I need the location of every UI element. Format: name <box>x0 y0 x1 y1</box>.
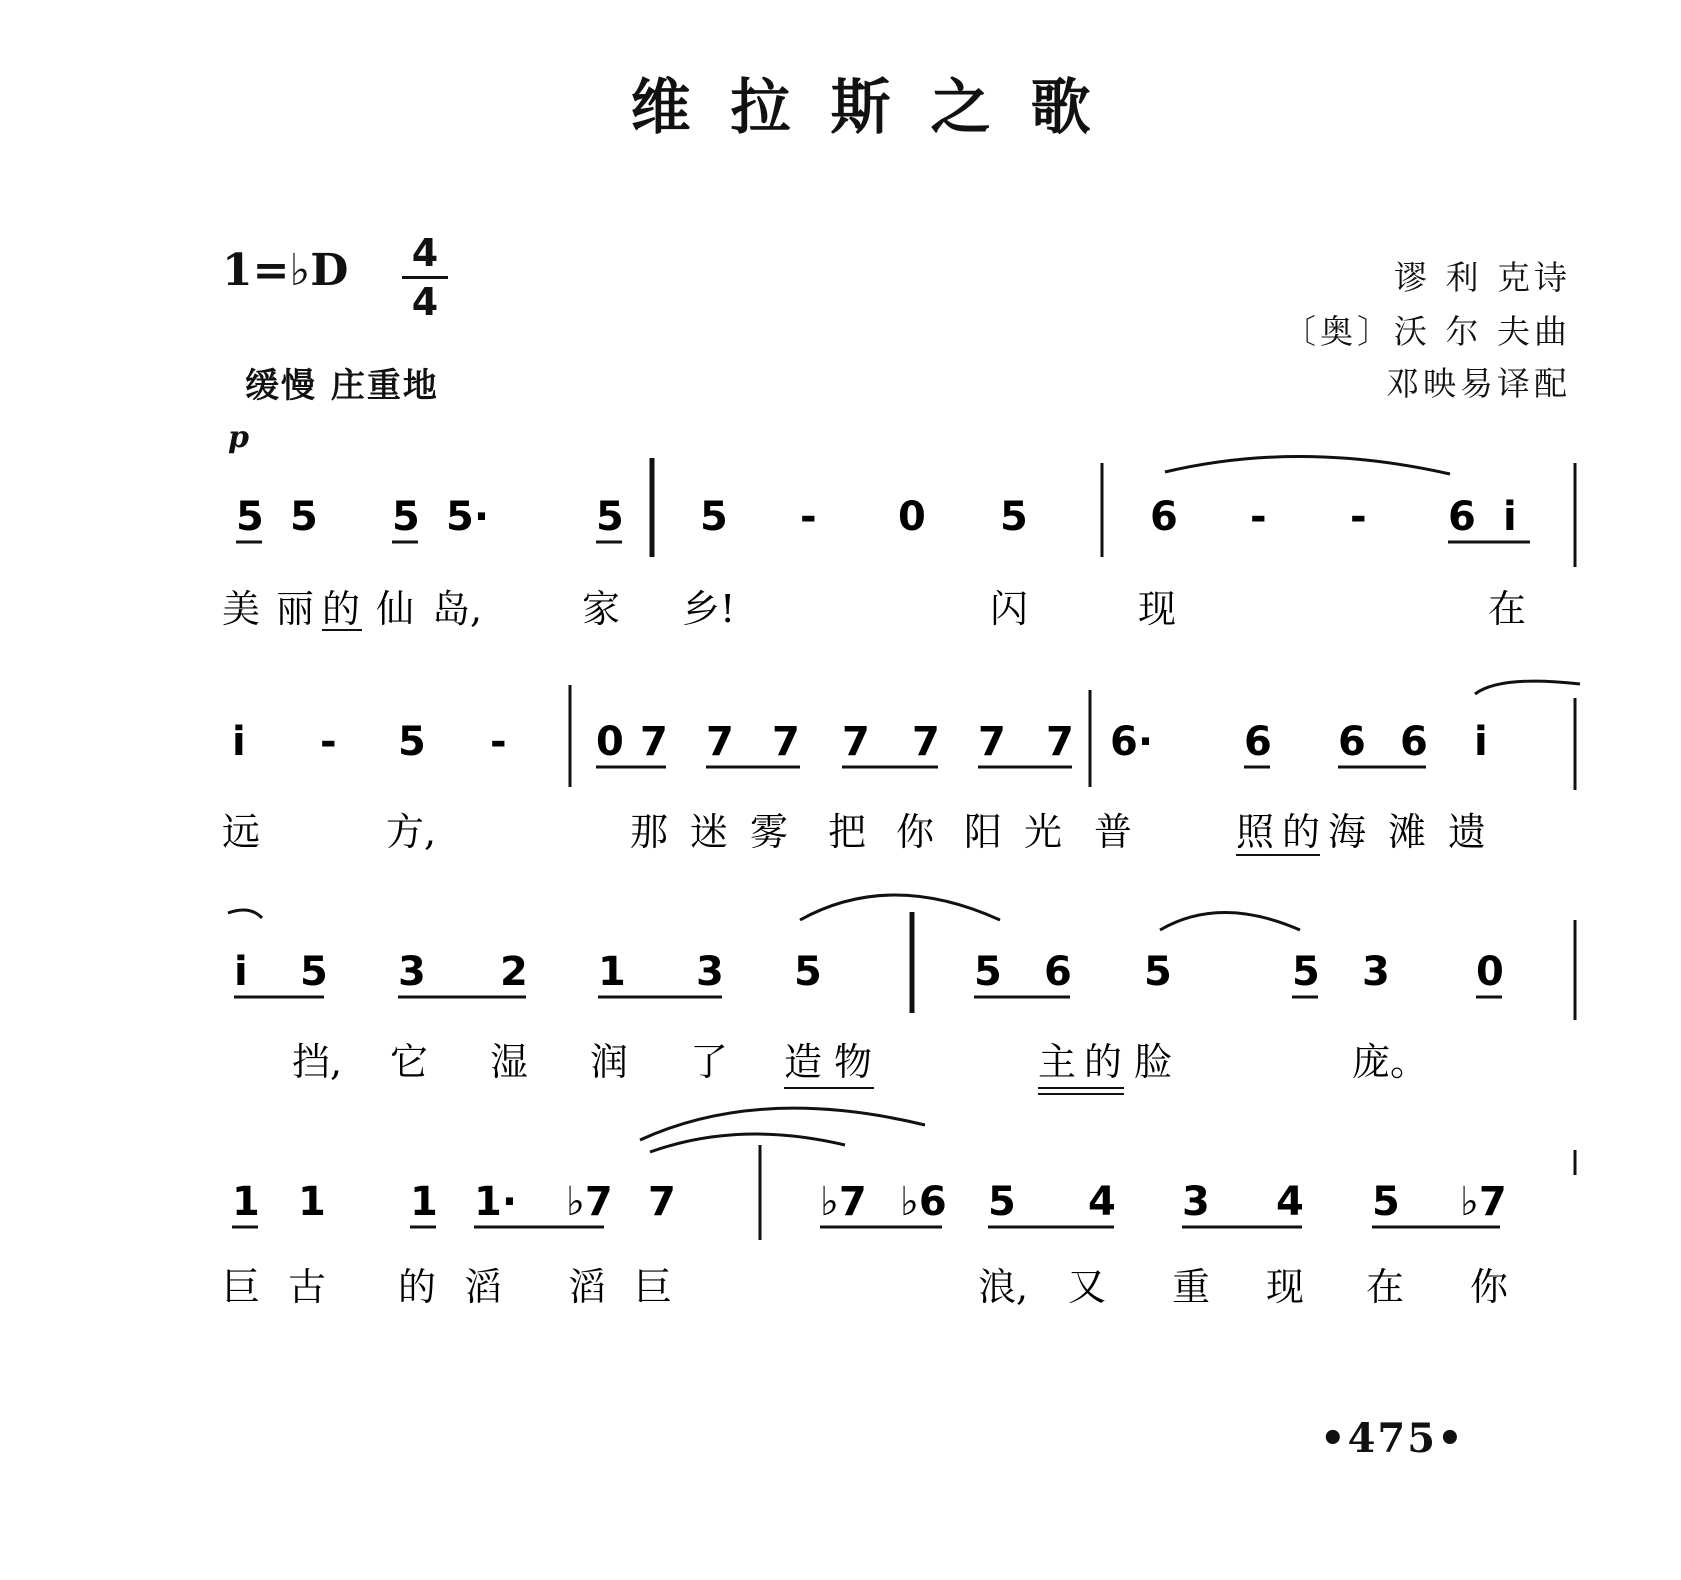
lyric-char: 那 <box>630 810 669 854</box>
note: 1· <box>474 1179 518 1225</box>
note: 3 <box>1362 949 1390 995</box>
note: 0 <box>596 719 624 765</box>
note: 5 <box>1000 494 1028 540</box>
note: 6 <box>1338 719 1366 765</box>
dynamic-marking: p <box>228 420 249 455</box>
lyric-char: 的 <box>398 1265 437 1309</box>
note: 7 <box>648 1179 676 1225</box>
lyric-char: 湿 <box>490 1040 529 1084</box>
lyric-char: 物 <box>834 1040 873 1084</box>
slur <box>650 1134 845 1152</box>
note: 6 <box>1448 494 1476 540</box>
note: - <box>490 719 507 765</box>
note: 1 <box>598 949 626 995</box>
lyric-char: 了 <box>690 1040 729 1084</box>
lyric-char: 你 <box>1470 1265 1509 1309</box>
note: 7 <box>978 719 1006 765</box>
note: 5 <box>1372 1179 1400 1225</box>
note: 5 <box>700 494 728 540</box>
lyric-char: 重 <box>1172 1265 1211 1309</box>
lyric-char: 岛, <box>432 587 483 631</box>
note: 7 <box>1046 719 1074 765</box>
lyric-char: 的 <box>1282 810 1321 854</box>
slur <box>1165 456 1450 474</box>
note: 6 <box>1044 949 1072 995</box>
lyric-char: 滩 <box>1388 810 1427 854</box>
note: 7 <box>706 719 734 765</box>
lyric-char: 滔 <box>568 1265 607 1309</box>
note: ♭6 <box>900 1179 947 1225</box>
note: 7 <box>912 719 940 765</box>
note: 5 <box>398 719 426 765</box>
note: - <box>1350 494 1367 540</box>
lyric-char: 主 <box>1038 1040 1077 1084</box>
lyric-char: 海 <box>1328 810 1367 854</box>
lyric-char: 滔 <box>464 1265 503 1309</box>
lyric-char: 现 <box>1138 587 1177 631</box>
note: 5 <box>596 494 624 540</box>
note: 7 <box>640 719 668 765</box>
note: 5 <box>1144 949 1172 995</box>
note: 0 <box>1476 949 1504 995</box>
lyric-char: 普 <box>1094 810 1133 854</box>
lyric-char: 现 <box>1266 1265 1305 1309</box>
note: 5 <box>988 1179 1016 1225</box>
note: 6 <box>1150 494 1178 540</box>
note: 5 <box>392 494 420 540</box>
lyric-char: 你 <box>896 810 935 854</box>
lyric-char: 阳 <box>964 810 1003 854</box>
note: - <box>1250 494 1267 540</box>
lyric-char: 古 <box>288 1265 327 1309</box>
note: 6 <box>1400 719 1428 765</box>
note: 5 <box>794 949 822 995</box>
note: 3 <box>696 949 724 995</box>
line-1-notes <box>236 494 1517 540</box>
line-2-notes <box>232 719 1488 765</box>
lyric-char: 润 <box>590 1040 629 1084</box>
lyric-char: 庞。 <box>1352 1040 1429 1084</box>
composer-credit: 〔奥〕沃 尔 夫曲 <box>1283 312 1571 351</box>
note: 5 <box>1292 949 1320 995</box>
lyric-char: 又 <box>1068 1265 1107 1309</box>
note: 5 <box>300 949 328 995</box>
lyricist-credit: 谬 利 克诗 <box>1394 258 1571 297</box>
lyric-char: 在 <box>1366 1265 1405 1309</box>
lyric-char: 造 <box>784 1040 823 1084</box>
note: 1 <box>298 1179 326 1225</box>
time-signature-numerator: 4 <box>411 231 439 275</box>
lyric-char: 美 <box>222 587 261 631</box>
key-signature: 1=♭D <box>222 245 349 296</box>
lyric-char: 巨 <box>222 1265 261 1309</box>
note: 5 <box>290 494 318 540</box>
note: 1 <box>232 1179 260 1225</box>
lyric-char: 闪 <box>990 587 1029 631</box>
note: i <box>1503 494 1517 540</box>
lyric-char: 迷 <box>690 810 729 854</box>
line-2-lyrics <box>222 810 1486 855</box>
lyric-char: 远 <box>222 810 261 854</box>
slur <box>1475 681 1580 694</box>
translator-credit: 邓映易译配 <box>1386 364 1571 403</box>
line-3-notes <box>234 949 1504 995</box>
note: 5 <box>236 494 264 540</box>
lyric-char: 浪, <box>978 1265 1029 1309</box>
lyric-char: 的 <box>322 587 361 631</box>
line-4-notes <box>232 1179 1507 1225</box>
note: 0 <box>898 494 926 540</box>
lyric-char: 丽 <box>276 587 315 631</box>
slur <box>228 910 262 918</box>
lyric-char: 家 <box>582 587 621 631</box>
page-number: •475• <box>1320 1415 1465 1462</box>
lyric-char: 乡! <box>682 587 736 631</box>
note: 3 <box>398 949 426 995</box>
lyric-char: 遗 <box>1448 810 1487 854</box>
lyric-char: 雾 <box>750 810 789 854</box>
lyric-char: 在 <box>1488 587 1527 631</box>
lyric-char: 挡, <box>292 1040 343 1084</box>
song-title: 维拉斯之歌 <box>630 73 1131 143</box>
note: 6· <box>1110 719 1154 765</box>
note: 4 <box>1088 1179 1116 1225</box>
note: i <box>1474 719 1488 765</box>
note: 2 <box>500 949 528 995</box>
lyric-char: 巨 <box>634 1265 673 1309</box>
note: 4 <box>1276 1179 1304 1225</box>
note: 1 <box>410 1179 438 1225</box>
tempo-marking: 缓慢 庄重地 <box>245 366 439 406</box>
note: 6 <box>1244 719 1272 765</box>
note: 5· <box>446 494 490 540</box>
lyric-char: 把 <box>828 810 867 854</box>
line-3-lyrics <box>292 1040 1428 1094</box>
note: - <box>800 494 817 540</box>
lyric-char: 脸 <box>1134 1040 1173 1084</box>
note: 7 <box>772 719 800 765</box>
note: i <box>232 719 246 765</box>
lyric-char: 照 <box>1236 810 1275 854</box>
line-4-lyrics <box>222 1265 1509 1309</box>
lyric-char: 方, <box>386 810 437 854</box>
line-1-lyrics <box>222 587 1526 631</box>
note: 5 <box>974 949 1002 995</box>
note: ♭7 <box>566 1179 613 1225</box>
lyric-char: 它 <box>390 1040 429 1084</box>
note: - <box>320 719 337 765</box>
lyric-char: 光 <box>1024 810 1063 854</box>
slur <box>1160 913 1300 931</box>
note: ♭7 <box>820 1179 867 1225</box>
note: i <box>234 949 248 995</box>
time-signature-denominator: 4 <box>411 280 439 324</box>
lyric-char: 的 <box>1084 1040 1123 1084</box>
note: 7 <box>842 719 870 765</box>
note: ♭7 <box>1460 1179 1507 1225</box>
note: 3 <box>1182 1179 1210 1225</box>
lyric-char: 仙 <box>376 587 415 631</box>
slur <box>800 895 1000 920</box>
